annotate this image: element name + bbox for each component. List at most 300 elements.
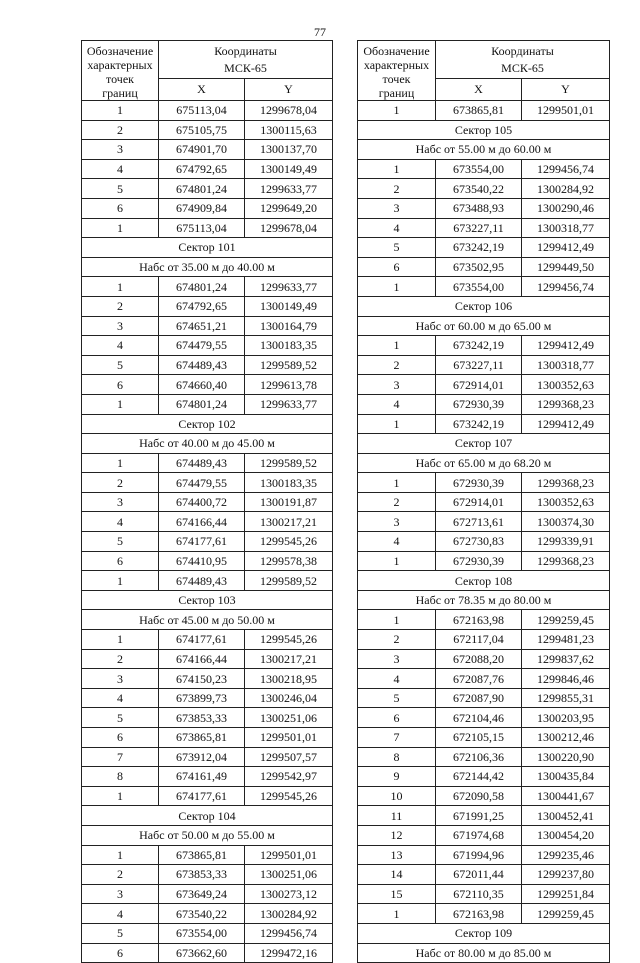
table-row <box>358 257 610 277</box>
table-row <box>82 571 333 591</box>
table-row <box>82 884 333 904</box>
table-row <box>358 747 610 767</box>
y-coordinate: 1300318,77 <box>522 355 610 375</box>
point-number: 2 <box>82 649 159 669</box>
x-coordinate: 674801,24 <box>159 179 245 199</box>
section-label: Набс от 78.35 м до 80.00 м <box>358 590 610 610</box>
section-row <box>358 296 610 316</box>
y-coordinate: 1300149,49 <box>245 159 333 179</box>
x-coordinate: 672730,83 <box>436 532 522 552</box>
section-row <box>82 414 333 434</box>
x-coordinate: 674150,23 <box>159 669 245 689</box>
table-row <box>358 336 610 356</box>
y-coordinate: 1300441,67 <box>522 786 610 806</box>
section-label: Сектор 102 <box>82 414 333 434</box>
table-row <box>82 316 333 336</box>
point-number: 1 <box>82 630 159 650</box>
x-coordinate: 673853,33 <box>159 708 245 728</box>
point-number: 1 <box>82 786 159 806</box>
section-label: Сектор 104 <box>82 806 333 826</box>
point-number: 1 <box>82 845 159 865</box>
y-coordinate: 1299481,23 <box>522 630 610 650</box>
table-row <box>358 414 610 434</box>
table-row <box>358 767 610 787</box>
x-coordinate: 674400,72 <box>159 492 245 512</box>
table-row <box>82 688 333 708</box>
y-coordinate: 1299501,01 <box>522 101 610 121</box>
section-row <box>358 434 610 454</box>
point-number: 2 <box>82 296 159 316</box>
point-number: 2 <box>82 865 159 885</box>
table-row <box>82 630 333 650</box>
x-coordinate: 672088,20 <box>436 649 522 669</box>
x-coordinate: 673865,81 <box>436 101 522 121</box>
y-coordinate: 1300217,21 <box>245 649 333 669</box>
x-coordinate: 674792,65 <box>159 296 245 316</box>
x-coordinate: 673554,00 <box>436 159 522 179</box>
x-coordinate: 673488,93 <box>436 198 522 218</box>
table-row <box>358 492 610 512</box>
table-row <box>358 375 610 395</box>
y-coordinate: 1300452,41 <box>522 806 610 826</box>
table-row <box>82 923 333 943</box>
y-coordinate: 1299412,49 <box>522 414 610 434</box>
point-number: 1 <box>358 473 436 493</box>
x-coordinate: 673554,00 <box>159 923 245 943</box>
table-row <box>358 512 610 532</box>
table-row <box>358 394 610 414</box>
y-coordinate: 1300290,46 <box>522 198 610 218</box>
point-number: 4 <box>358 669 436 689</box>
table-row <box>358 649 610 669</box>
section-row <box>82 434 333 454</box>
y-coordinate: 1299649,20 <box>245 198 333 218</box>
point-number: 5 <box>82 532 159 552</box>
table-row <box>82 747 333 767</box>
point-number: 6 <box>82 375 159 395</box>
point-number: 1 <box>358 336 436 356</box>
coordinates-table-left <box>81 40 333 963</box>
point-header-line: точек <box>382 72 411 86</box>
point-number: 1 <box>82 101 159 121</box>
section-row <box>82 257 333 277</box>
x-coordinate: 672713,61 <box>436 512 522 532</box>
table-row <box>82 120 333 140</box>
point-header-line: характерных <box>87 58 153 72</box>
x-coordinate: 672930,39 <box>436 394 522 414</box>
x-coordinate: 673540,22 <box>159 904 245 924</box>
x-coordinate: 674177,61 <box>159 630 245 650</box>
x-coordinate: 672104,46 <box>436 708 522 728</box>
table-row <box>82 453 333 473</box>
x-coordinate: 674909,84 <box>159 198 245 218</box>
x-coordinate: 674489,43 <box>159 571 245 591</box>
x-coordinate: 672011,44 <box>436 865 522 885</box>
point-number: 1 <box>358 551 436 571</box>
y-coordinate: 1299449,50 <box>522 257 610 277</box>
y-coordinate: 1299501,01 <box>245 728 333 748</box>
y-coordinate: 1299237,80 <box>522 865 610 885</box>
point-number: 3 <box>82 669 159 689</box>
point-header-line: точек <box>106 72 134 86</box>
point-number: 3 <box>358 649 436 669</box>
y-coordinate: 1300203,95 <box>522 708 610 728</box>
table-row <box>82 277 333 297</box>
y-coordinate: 1300284,92 <box>245 904 333 924</box>
coordinates-table-right <box>357 40 610 963</box>
y-coordinate: 1300251,06 <box>245 708 333 728</box>
y-coordinate: 1299589,52 <box>245 453 333 473</box>
x-coordinate: 675113,04 <box>159 101 245 121</box>
x-coordinate: 672163,98 <box>436 610 522 630</box>
y-coordinate: 1299472,16 <box>245 943 333 963</box>
point-number: 3 <box>82 492 159 512</box>
point-number: 4 <box>358 218 436 238</box>
y-coordinate: 1300183,35 <box>245 336 333 356</box>
point-number: 1 <box>358 610 436 630</box>
table-row <box>82 786 333 806</box>
point-number: 4 <box>358 532 436 552</box>
table-row <box>82 355 333 375</box>
table-row <box>82 159 333 179</box>
x-header: X <box>436 78 522 100</box>
section-label: Сектор 106 <box>358 296 610 316</box>
y-coordinate: 1299589,52 <box>245 355 333 375</box>
y-coordinate: 1299545,26 <box>245 532 333 552</box>
section-label: Сектор 107 <box>358 434 610 454</box>
x-coordinate: 674489,43 <box>159 453 245 473</box>
point-number: 5 <box>82 355 159 375</box>
y-coordinate: 1299678,04 <box>245 101 333 121</box>
x-coordinate: 672930,39 <box>436 551 522 571</box>
y-coordinate: 1299578,38 <box>245 551 333 571</box>
y-coordinate: 1299368,23 <box>522 551 610 571</box>
x-coordinate: 672914,01 <box>436 492 522 512</box>
x-coordinate: 672914,01 <box>436 375 522 395</box>
x-coordinate: 673227,11 <box>436 218 522 238</box>
section-label: Набс от 35.00 м до 40.00 м <box>82 257 333 277</box>
table-row <box>82 473 333 493</box>
table-row <box>358 238 610 258</box>
point-number: 5 <box>358 688 436 708</box>
y-coordinate: 1299507,57 <box>245 747 333 767</box>
x-coordinate: 674479,55 <box>159 473 245 493</box>
point-number: 1 <box>82 453 159 473</box>
table-row <box>358 728 610 748</box>
point-number: 6 <box>82 943 159 963</box>
point-number: 2 <box>358 630 436 650</box>
x-coordinate: 674177,61 <box>159 786 245 806</box>
table-row <box>82 492 333 512</box>
point-number: 4 <box>82 159 159 179</box>
table-row <box>358 551 610 571</box>
y-coordinate: 1299855,31 <box>522 688 610 708</box>
y-coordinate: 1300318,77 <box>522 218 610 238</box>
point-number: 1 <box>358 414 436 434</box>
table-row <box>358 179 610 199</box>
x-coordinate: 673853,33 <box>159 865 245 885</box>
section-label: Набс от 80.00 м до 85.00 м <box>358 943 610 963</box>
point-number: 5 <box>82 708 159 728</box>
point-number: 6 <box>358 708 436 728</box>
x-coordinate: 673662,60 <box>159 943 245 963</box>
x-coordinate: 671991,25 <box>436 806 522 826</box>
table-row <box>358 806 610 826</box>
y-coordinate: 1300164,79 <box>245 316 333 336</box>
x-coordinate: 673912,04 <box>159 747 245 767</box>
table-row <box>82 394 333 414</box>
section-row <box>358 316 610 336</box>
point-number: 8 <box>358 747 436 767</box>
y-coordinate: 1299846,46 <box>522 669 610 689</box>
table-row <box>82 669 333 689</box>
table-row <box>358 865 610 885</box>
y-coordinate: 1300251,06 <box>245 865 333 885</box>
x-coordinate: 672106,36 <box>436 747 522 767</box>
y-coordinate: 1300137,70 <box>245 140 333 160</box>
point-number: 1 <box>82 277 159 297</box>
y-coordinate: 1299837,62 <box>522 649 610 669</box>
x-coordinate: 672144,42 <box>436 767 522 787</box>
point-number: 14 <box>358 865 436 885</box>
y-coordinate: 1300220,90 <box>522 747 610 767</box>
page-number: 77 <box>314 25 326 39</box>
y-coordinate: 1300115,63 <box>245 120 333 140</box>
x-coordinate: 673502,95 <box>436 257 522 277</box>
section-row <box>358 571 610 591</box>
point-number: 3 <box>358 198 436 218</box>
point-header-line: границ <box>378 86 415 100</box>
x-coordinate: 673649,24 <box>159 884 245 904</box>
y-coordinate: 1300284,92 <box>522 179 610 199</box>
table-row <box>358 786 610 806</box>
point-number: 7 <box>82 747 159 767</box>
y-coordinate: 1299412,49 <box>522 238 610 258</box>
x-coordinate: 673242,19 <box>436 336 522 356</box>
x-coordinate: 674166,44 <box>159 512 245 532</box>
x-coordinate: 673242,19 <box>436 238 522 258</box>
section-label: Сектор 105 <box>358 120 610 140</box>
point-number: 1 <box>82 571 159 591</box>
section-row <box>82 590 333 610</box>
x-coordinate: 674792,65 <box>159 159 245 179</box>
y-coordinate: 1299368,23 <box>522 394 610 414</box>
point-number: 2 <box>82 473 159 493</box>
section-row <box>82 825 333 845</box>
section-label: Набс от 60.00 м до 65.00 м <box>358 316 610 336</box>
section-label: Сектор 103 <box>82 590 333 610</box>
point-number: 4 <box>82 336 159 356</box>
y-coordinate: 1300352,63 <box>522 492 610 512</box>
point-number: 15 <box>358 884 436 904</box>
x-coordinate: 675113,04 <box>159 218 245 238</box>
table-row <box>358 904 610 924</box>
table-body-left <box>82 101 333 963</box>
section-row <box>358 590 610 610</box>
section-row <box>358 923 610 943</box>
table-row <box>82 198 333 218</box>
point-header-line: Обозначение <box>86 44 154 58</box>
point-number: 13 <box>358 845 436 865</box>
section-label: Сектор 109 <box>358 923 610 943</box>
section-row <box>82 610 333 630</box>
point-number: 3 <box>82 316 159 336</box>
y-coordinate: 1299545,26 <box>245 630 333 650</box>
y-header: Y <box>522 78 610 100</box>
x-coordinate: 675105,75 <box>159 120 245 140</box>
table-row <box>82 904 333 924</box>
y-coordinate: 1300435,84 <box>522 767 610 787</box>
table-row <box>358 218 610 238</box>
y-coordinate: 1299678,04 <box>245 218 333 238</box>
x-coordinate: 672105,15 <box>436 728 522 748</box>
point-number: 9 <box>358 767 436 787</box>
point-number: 4 <box>82 512 159 532</box>
section-label: Сектор 101 <box>82 238 333 258</box>
x-coordinate: 673865,81 <box>159 845 245 865</box>
table-row <box>82 375 333 395</box>
table-row <box>82 845 333 865</box>
x-coordinate: 674410,95 <box>159 551 245 571</box>
x-coordinate: 673227,11 <box>436 355 522 375</box>
x-coordinate: 671994,96 <box>436 845 522 865</box>
x-coordinate: 672930,39 <box>436 473 522 493</box>
y-coordinate: 1300191,87 <box>245 492 333 512</box>
table-row <box>358 277 610 297</box>
y-coordinate: 1300246,04 <box>245 688 333 708</box>
table-row <box>358 825 610 845</box>
point-header-line: Обозначение <box>363 44 430 58</box>
table-row <box>358 101 610 121</box>
x-coordinate: 674801,24 <box>159 394 245 414</box>
table-row <box>82 296 333 316</box>
x-coordinate: 674901,70 <box>159 140 245 160</box>
y-coordinate: 1300183,35 <box>245 473 333 493</box>
y-coordinate: 1299235,46 <box>522 845 610 865</box>
table-row <box>358 845 610 865</box>
x-coordinate: 672087,76 <box>436 669 522 689</box>
section-label: Набс от 50.00 м до 55.00 м <box>82 825 333 845</box>
table-row <box>82 336 333 356</box>
point-number: 1 <box>358 101 436 121</box>
y-coordinate: 1300212,46 <box>522 728 610 748</box>
point-number: 6 <box>82 551 159 571</box>
section-row <box>358 453 610 473</box>
y-coordinate: 1300374,30 <box>522 512 610 532</box>
x-coordinate: 674161,49 <box>159 767 245 787</box>
table-row <box>82 649 333 669</box>
x-coordinate: 672117,04 <box>436 630 522 650</box>
x-coordinate: 674479,55 <box>159 336 245 356</box>
point-number: 4 <box>82 688 159 708</box>
x-coordinate: 671974,68 <box>436 825 522 845</box>
point-number: 2 <box>82 120 159 140</box>
section-label: Набс от 40.00 м до 45.00 м <box>82 434 333 454</box>
y-coordinate: 1299456,74 <box>522 159 610 179</box>
y-coordinate: 1299633,77 <box>245 394 333 414</box>
table-row <box>82 101 333 121</box>
table-row <box>82 728 333 748</box>
coordinates-header-line: Координаты <box>491 43 554 58</box>
x-coordinate: 673554,00 <box>436 277 522 297</box>
table-row <box>358 884 610 904</box>
point-number: 12 <box>358 825 436 845</box>
y-coordinate: 1299589,52 <box>245 571 333 591</box>
y-coordinate: 1299412,49 <box>522 336 610 356</box>
table-row <box>82 767 333 787</box>
point-number: 3 <box>358 512 436 532</box>
point-number: 4 <box>82 904 159 924</box>
point-number: 2 <box>358 179 436 199</box>
point-number: 6 <box>82 198 159 218</box>
table-row <box>82 512 333 532</box>
table-row <box>358 669 610 689</box>
y-coordinate: 1299456,74 <box>522 277 610 297</box>
table-row <box>82 532 333 552</box>
section-label: Набс от 55.00 м до 60.00 м <box>358 140 610 160</box>
y-coordinate: 1300217,21 <box>245 512 333 532</box>
table-row <box>358 355 610 375</box>
point-number: 1 <box>358 159 436 179</box>
point-number: 10 <box>358 786 436 806</box>
section-row <box>82 238 333 258</box>
table-row <box>82 218 333 238</box>
x-coordinate: 672163,98 <box>436 904 522 924</box>
table-row <box>358 630 610 650</box>
table-row <box>358 532 610 552</box>
point-number: 1 <box>358 904 436 924</box>
table-row <box>82 943 333 963</box>
point-number: 1 <box>82 218 159 238</box>
y-coordinate: 1299633,77 <box>245 277 333 297</box>
y-coordinate: 1300218,95 <box>245 669 333 689</box>
point-number: 5 <box>82 923 159 943</box>
table-row <box>82 179 333 199</box>
section-row <box>358 140 610 160</box>
table-row <box>82 140 333 160</box>
point-number: 6 <box>82 728 159 748</box>
y-coordinate: 1300352,63 <box>522 375 610 395</box>
point-number: 11 <box>358 806 436 826</box>
section-label: Набс от 45.00 м до 50.00 м <box>82 610 333 630</box>
x-coordinate: 674660,40 <box>159 375 245 395</box>
x-coordinate: 672110,35 <box>436 884 522 904</box>
y-header: Y <box>245 78 333 100</box>
point-header-line: характерных <box>363 58 430 72</box>
y-coordinate: 1299456,74 <box>245 923 333 943</box>
point-number: 1 <box>82 394 159 414</box>
point-number: 5 <box>358 238 436 258</box>
coordinates-header-line: Координаты <box>214 43 277 58</box>
y-coordinate: 1300273,12 <box>245 884 333 904</box>
x-header: X <box>159 78 245 100</box>
y-coordinate: 1299633,77 <box>245 179 333 199</box>
point-number: 6 <box>358 257 436 277</box>
section-row <box>358 943 610 963</box>
table-row <box>358 473 610 493</box>
coordinates-header-line: МСК-65 <box>501 60 544 75</box>
section-row <box>358 120 610 140</box>
x-coordinate: 672087,90 <box>436 688 522 708</box>
x-coordinate: 672090,58 <box>436 786 522 806</box>
section-label: Сектор 108 <box>358 571 610 591</box>
x-coordinate: 673540,22 <box>436 179 522 199</box>
point-number: 4 <box>358 394 436 414</box>
table-row <box>358 159 610 179</box>
x-coordinate: 674166,44 <box>159 649 245 669</box>
y-coordinate: 1299368,23 <box>522 473 610 493</box>
point-designation-header <box>358 41 436 101</box>
